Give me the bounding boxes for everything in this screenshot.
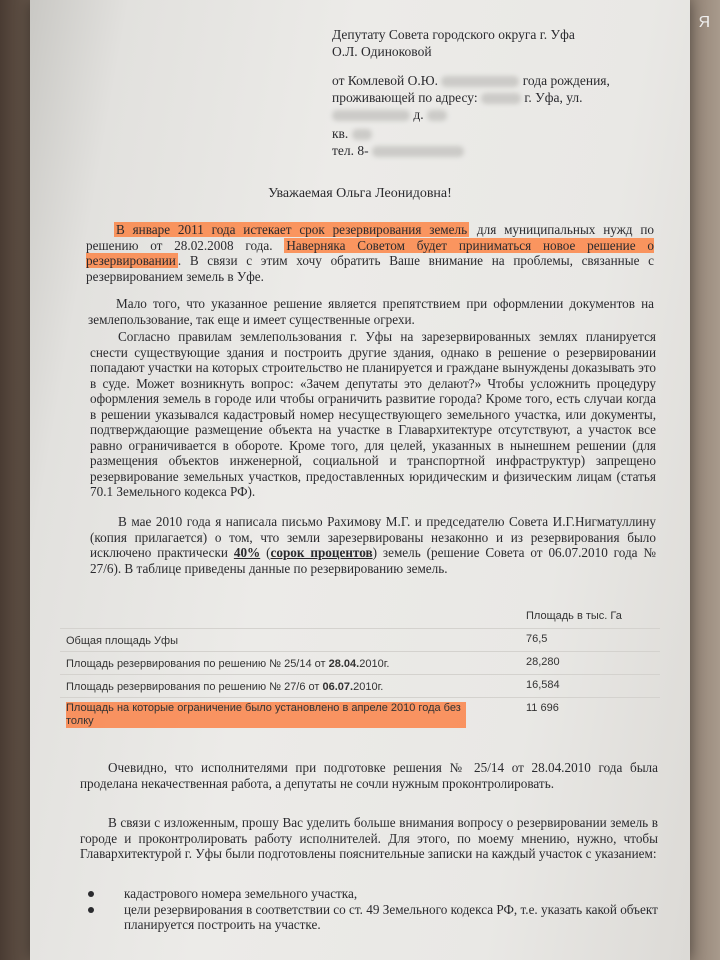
- percent-words: сорок процентов: [270, 545, 373, 560]
- redacted-birth-year: [441, 76, 519, 87]
- list-item: кадастрового номера земельного участка,: [84, 886, 662, 902]
- addressee-line-2: О.Л. Одиноковой: [332, 44, 432, 59]
- letter-body: [30, 0, 690, 960]
- apartment-label: кв.: [332, 126, 349, 141]
- document-sheet: [30, 0, 690, 960]
- from-name: от Комлевой О.Ю.: [332, 73, 438, 88]
- paragraph-3: Согласно правилам землепользования г. Уфы на зарезервированных землях планируется снести существующие здания и построить другие здания, однако в решение о резервировании попадают участки на которых строительство не планируется и граждане вынуждены доказывать это в суде. Может возникнуть вопрос: «Зачем депутаты это делают?» Чтобы усложнить процедуру оформления земель в городе или чтобы ограничить развитие города? Кроме того, есть случаи когда в решении указывался кадастровый номер несуществующего земельного участка, или документы, подтверждающие размещение объекта на участке в Главархитектуре отсутствуют, а участок все равно ограничивается в обороте. Кроме того, для целей, указанных в нынешнем решении (для размещения объектов инженерной, социальной и транспортной инфраструктур) запрещено резервирование земельных участков, предоставленных юридическим и физическим лицам (статья 70.1 Земельного кодекса РФ).: [90, 329, 656, 499]
- addressee-line-1: Депутату Совета городского округа г. Уфа: [332, 27, 575, 42]
- reservation-table: [60, 604, 660, 732]
- from-line-3: [332, 106, 652, 123]
- table-header-area: Площадь в тыс. Га: [526, 610, 622, 622]
- highlight-new-decision: Наверняка Советом будет приниматься новое решение о резервировании: [86, 237, 654, 268]
- bullet-list: [84, 886, 662, 933]
- house-label: д.: [413, 107, 424, 122]
- redacted-phone: [372, 146, 464, 157]
- phone-label: тел. 8-: [332, 143, 369, 158]
- corner-glyph: Я: [698, 14, 710, 31]
- redacted-apartment: [352, 129, 372, 140]
- redacted-address: [481, 93, 521, 104]
- paragraph-2: Мало того, что указанное решение является препятствием при оформлении документов на землепользование, так еще и имеет существенные огрехи.: [88, 296, 654, 327]
- city-label: г. Уфа, ул.: [524, 90, 583, 105]
- from-line-2: [332, 89, 652, 106]
- paragraph-1: В январе 2011 года истекает срок резервирования земель для муниципальных нужд по решению от 28.02.2008 года. Наверняка Советом будет приниматься новое решение о резервировании . В связи с этим хочу обратить Ваше внимание на проблемы, связанные с резервированием земель в Уфе.: [86, 222, 654, 284]
- redacted-street: [332, 110, 410, 121]
- percent-figure: 40%: [233, 545, 261, 560]
- table-header-row: [60, 604, 660, 628]
- table-row: Площадь резервирования по решению № 25/14 от 28.04.2010г. 28,280: [60, 651, 660, 674]
- highlight-expiry: В январе 2011 года истекает срок резервирования земель: [116, 222, 468, 237]
- highlight-table-row: Площадь на которые ограничение было установлено в апреле 2010 года без толку: [66, 702, 466, 728]
- list-item: цели резервирования в соответствии со ст. 49 Земельного кодекса РФ, т.е. указать какой объект планируется построить на участке.: [84, 902, 662, 933]
- address-label: проживающей по адресу:: [332, 90, 478, 105]
- apartment-line: [332, 125, 652, 142]
- birth-label: года рождения,: [522, 73, 610, 88]
- table-row: Площадь резервирования по решению № 27/6 от 06.07.2010г. 16,584: [60, 674, 660, 697]
- phone-line: [332, 142, 652, 159]
- paragraph-5: Очевидно, что исполнителями при подготовке решения № 25/14 от 28.04.2010 года была проделана некачественная работа, а депутаты не сочли нужным проконтролировать.: [80, 760, 658, 791]
- greeting: Уважаемая Ольга Леонидовна!: [268, 186, 452, 201]
- table-row: Общая площадь Уфы 76,5: [60, 628, 660, 651]
- redacted-house: [427, 110, 447, 121]
- table-row: Площадь на которые ограничение было установлено в апреле 2010 года без толку 11 696: [60, 697, 660, 732]
- paragraph-4: В мае 2010 года я написала письмо Рахимову М.Г. и председателю Совета И.Г.Нигматуллину (копия прилагается) о том, что земли зарезервированы незаконно и из резервирования было исключено практически 40% (сорок процентов) земель (решение Совета от 06.07.2010 года № 27/6). В таблице приведены данные по резервированию земель.: [90, 514, 656, 576]
- paragraph-6: В связи с изложенным, прошу Вас уделить больше внимания вопросу о резервировании земель в городе и проконтролировать работу исполнителей. Для этого, по моему мнению, нужно, чтобы Главархитектурой г. Уфы были подготовлены пояснительные записки на каждый участок с указанием:: [80, 815, 658, 861]
- from-line-1: [332, 72, 652, 89]
